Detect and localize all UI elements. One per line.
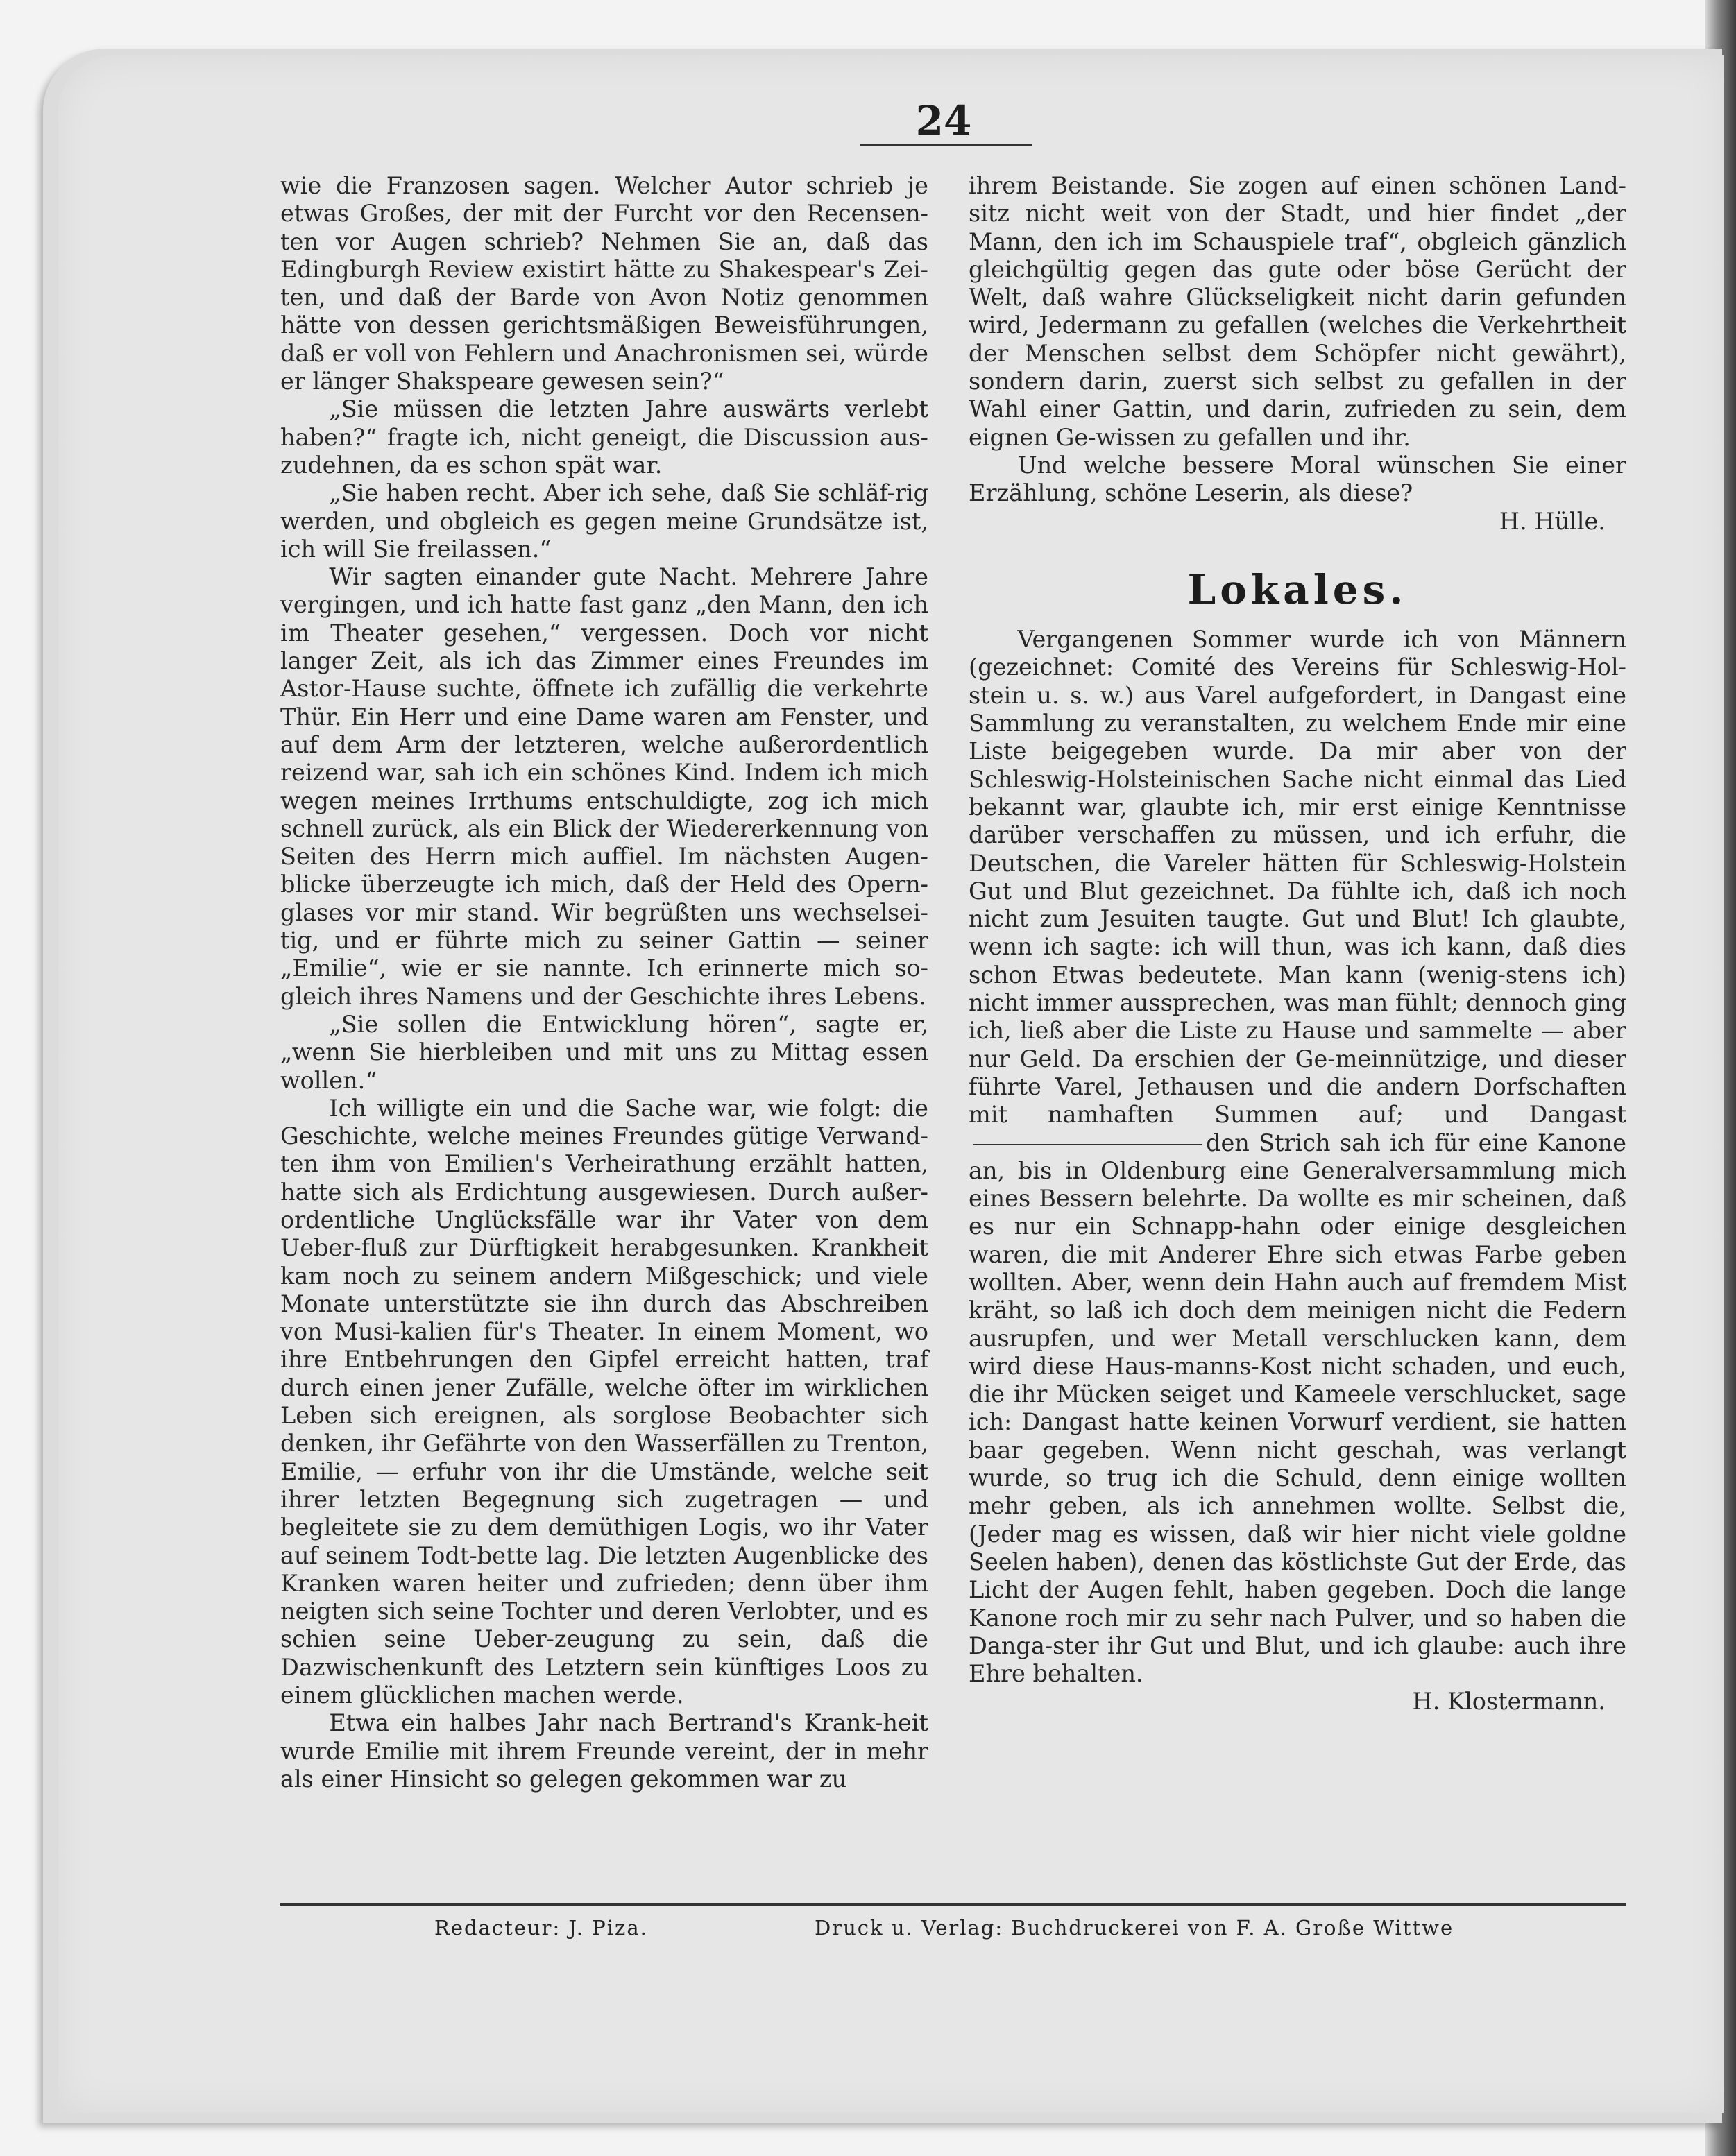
- signature-huelle: H. Hülle.: [1499, 507, 1606, 535]
- left-column: [280, 172, 928, 1908]
- left-paragraph-6: Ich willigte ein und die Sache war, wie folgt: die Geschichte, welche meines Freundes gütige Verwand-ten ihm von Emilien's Verheirathung erzählt hatten, hatte sich als Erdichtung ausgewiesen. Durch außer-ordentliche Unglücksfälle war ihr Vater von dem Ueber-fluß zur Dürftigkeit herabgesunken. Krankheit kam noch zu seinem andern Mißgeschick; und viele Monate unterstützte sie ihn durch das Abschreiben von Musi-kalien für's Theater. In einem Moment, wo ihre Entbehrungen den Gipfel erreicht hatten, traf durch einen jener Zufälle, welche öfter im wirklichen Leben sich ereignen, als sorglose Beobachter sich denken, ihr Gefährte von den Wasserfällen zu Trenton, Emilie, — erfuhr von ihr die Umstände, welche seit ihrer letzten Begegnung sich zugetragen — und begleitete sie zu dem demüthigen Logis, wo ihr Vater auf seinem Todt-bette lag. Die letzten Augenblicke des Kranken waren heiter und zufrieden; denn über ihm neigten sich seine Tochter und deren Verlobter, und es schien seine Ueber-zeugung zu sein, daß die Dazwischenkunft des Letztern sein künftiges Loos zu einem glücklichen machen werde.: [280, 1094, 928, 1709]
- page-number: 24: [915, 97, 972, 144]
- lokales-text-before: Vergangenen Sommer wurde ich von Männern (gezeichnet: Comité des Vereins für Schleswig-Hol-stein u. s. w.) aus Varel aufgefordert, in Dangast eine Sammlung zu veranstalten, zu welchem Ende mir eine Liste beigegeben wurde. Da mir aber von der Schleswig-Holsteinischen Sache nicht einmal das Lied bekannt war, glaubte ich, mir erst einige Kenntnisse darüber verschaffen zu müssen, und ich erfuhr, die Deutschen, die Vareler hätten für Schleswig-Holstein Gut und Blut gezeichnet. Da fühlte ich, daß ich noch nicht zum Jesuiten taugte. Gut und Blut! Ich glaubte, wenn ich sagte: ich will thun, was ich kann, daß dies schon Etwas bedeutete. Man kann (wenig-stens ich) nicht immer aussprechen, was man fühlt; dennoch ging ich, ließ aber die Liste zu Hause und sammelte — aber nur Geld. Da erschien der Ge-meinnützige, und dieser führte Varel, Jethausen und die andern Dorfschaften mit namhaften Summen auf; und Dangast: [969, 626, 1626, 1129]
- left-paragraph-4: Wir sagten einander gute Nacht. Mehrere Jahre vergingen, und ich hatte fast ganz „den Mann, den ich im Theater gesehen,“ vergessen. Doch vor nicht langer Zeit, als ich das Zimmer eines Freundes im Astor-Hause suchte, öffnete ich zufällig die verkehrte Thür. Ein Herr und eine Dame waren am Fenster, und auf dem Arm der letzteren, welche außerordentlich reizend war, sah ich ein schönes Kind. Indem ich mich wegen meines Irrthums entschuldigte, zog ich mich schnell zurück, als ein Blick der Wiedererkennung von Seiten des Herrn mich auffiel. Im nächsten Augen-blicke überzeugte ich mich, daß der Held des Opern-glases vor mir stand. Wir begrüßten uns wechselsei-tig, und er führte mich zu seiner Gattin — seiner „Emilie“, wie er sie nannte. Ich erinnerte mich so-gleich ihres Namens und der Geschichte ihres Lebens.: [280, 563, 928, 1010]
- right-paragraph-1: ihrem Beistande. Sie zogen auf einen schönen Land-sitz nicht weit von der Stadt, und hier findet „der Mann, den ich im Schauspiele traf“, obgleich gänzlich gleichgültig gegen das gute oder böse Gerücht der Welt, daß wahre Glückseligkeit nicht darin gefunden wird, Jedermann zu gefallen (welches die Verkehrtheit der Menschen selbst dem Schöpfer nicht gewährt), sondern darin, zuerst sich selbst zu gefallen in der Wahl einer Gattin, und darin, zufrieden zu sein, dem eignen Ge-wissen zu gefallen und ihr.: [969, 172, 1626, 451]
- signature-klostermann: H. Klostermann.: [1412, 1688, 1606, 1716]
- left-paragraph-7: Etwa ein halbes Jahr nach Bertrand's Krank-heit wurde Emilie mit ihrem Freunde vereint, der in mehr als einer Hinsicht so gelegen gekommen war zu: [280, 1709, 928, 1793]
- footer-editor: Redacteur: J. Piza.: [434, 1916, 648, 1940]
- left-paragraph-5: „Sie sollen die Entwicklung hören“, sagte er, „wenn Sie hierbleiben und mit uns zu Mittag essen wollen.“: [280, 1010, 928, 1094]
- section-title-lokales: Lokales.: [1187, 565, 1408, 613]
- header-rule: [860, 144, 1032, 146]
- imprint-footer: [280, 1913, 1626, 1944]
- footer-printer: Druck u. Verlag: Buchdruckerei von F. A. Große Wittwe: [815, 1916, 1454, 1940]
- left-paragraph-1: wie die Franzosen sagen. Welcher Autor schrieb je etwas Großes, der mit der Furcht vor den Recensen-ten vor Augen schrieb? Nehmen Sie an, daß das Edingburgh Review existirt hätte zu Shakespear's Zei-ten, und daß der Barde von Avon Notiz genommen hätte von dessen gerichtsmäßigen Beweisführungen, daß er voll von Fehlern und Anachronismen sei, würde er länger Shakspeare gewesen sein?“: [280, 172, 928, 395]
- left-paragraph-2: „Sie müssen die letzten Jahre auswärts verlebt haben?“ fragte ich, nicht geneigt, die Discussion aus-zudehnen, da es schon spät war.: [280, 395, 928, 479]
- footer-rule: [280, 1903, 1626, 1906]
- lokales-paragraph: [969, 626, 1626, 1688]
- right-column: [969, 172, 1626, 1908]
- right-paragraph-2: Und welche bessere Moral wünschen Sie einer Erzählung, schöne Leserin, als diese?: [969, 451, 1626, 507]
- strich-dash-line: [973, 1144, 1202, 1145]
- left-paragraph-3: „Sie haben recht. Aber ich sehe, daß Sie schläf-rig werden, und obgleich es gegen meine Grundsätze ist, ich will Sie freilassen.“: [280, 479, 928, 563]
- lokales-text-after: den Strich sah ich für eine Kanone an, bis in Oldenburg eine Generalversammlung mich eines Bessern belehrte. Da wollte es mir scheinen, daß es nur ein Schnapp-hahn oder einige desgleichen waren, die mit Anderer Ehre sich etwas Farbe geben wollten. Aber, wenn dein Hahn auch auf fremdem Mist kräht, so laß ich doch dem meinigen nicht die Federn ausrupfen, und wer Metall verschlucken kann, dem wird diese Haus-manns-Kost nicht schaden, und euch, die ihr Mücken seiget und Kameele verschlucket, sage ich: Dangast hatte keinen Vorwurf verdient, sie hatten baar gegeben. Wenn nicht geschah, was verlangt wurde, so trug ich die Schuld, denn einige wollten mehr geben, als ich annehmen wollte. Selbst die, (Jeder mag es wissen, daß wir hier nicht viele goldne Seelen haben), denen das köstlichste Gut der Erde, das Licht der Augen fehlt, haben gegeben. Doch die lange Kanone roch mir zu sehr nach Pulver, und so haben die Danga-ster ihr Gut und Blut, und ich glaube: auch ihre Ehre behalten.: [969, 1129, 1626, 1688]
